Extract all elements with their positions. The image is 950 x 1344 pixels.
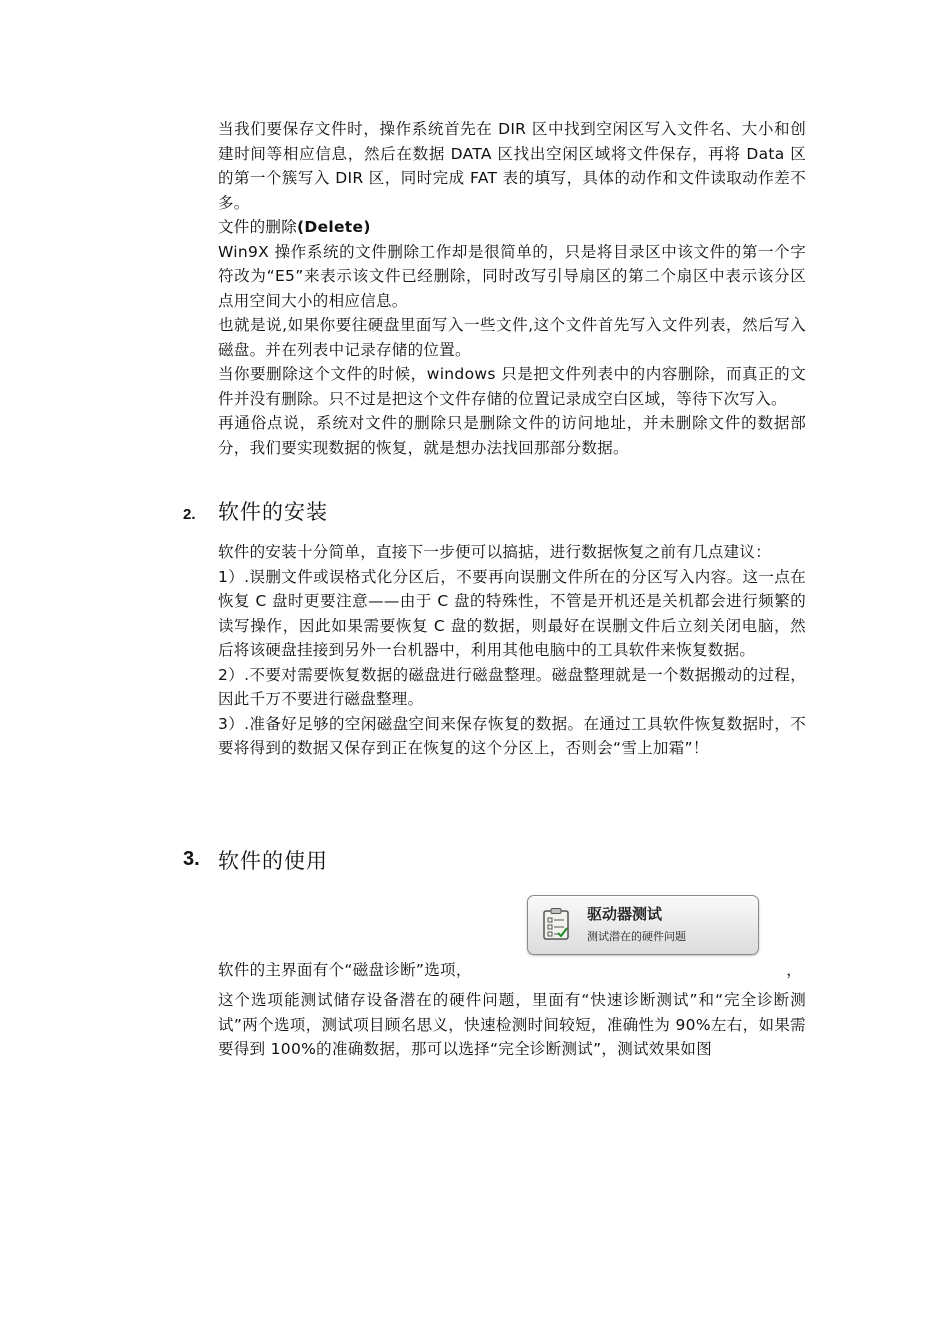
- section2-item-1: 1）.误删文件或误格式化分区后，不要再向误删文件所在的分区写入内容。这一点在恢复 C 盘时更要注意——由于 C 盘的特殊性，不管是开机还是关机都会进行频繁的读写操作，因此如果需要恢复 C 盘的数据，则最好在误删文件后立刻关闭电脑，然后将该硬盘挂接到另外一台机器中，利用其他电脑中的工具软件来恢复数据。: [218, 567, 806, 659]
- section3-inline-trail: ，: [786, 961, 802, 979]
- section2-title: 软件的安装: [218, 500, 328, 524]
- section3-inline-text: 软件的主界面有个“磁盘诊断”选项，: [218, 961, 472, 979]
- paragraph-also: 也就是说,如果你要往硬盘里面写入一些文件,这个文件首先写入文件列表，然后写入磁盘。并在列表中记录存储的位置。: [218, 316, 806, 359]
- section2-body: [218, 540, 806, 761]
- section2-item-2: 2）.不要对需要恢复数据的磁盘进行磁盘整理。磁盘整理就是一个数据搬动的过程，因此千万不要进行磁盘整理。: [218, 665, 806, 708]
- section2-item-3: 3）.准备好足够的空闲磁盘空间来保存恢复的数据。在通过工具软件恢复数据时，不要将得到的数据又保存到正在恢复的这个分区上，否则会“雪上加霜”！: [218, 714, 806, 757]
- delete-body: Win9X 操作系统的文件删除工作却是很简单的，只是将目录区中该文件的第一个字符改为“E5”来表示该文件已经删除，同时改写引导扇区的第二个扇区中表示该分区点用空间大小的相应信息。: [218, 242, 806, 310]
- delete-title: [218, 215, 806, 240]
- delete-title-prefix: 文件的删除: [218, 218, 298, 236]
- section3-body: [218, 988, 806, 1062]
- section3-inline-line: [218, 958, 806, 983]
- checklist-clipboard-icon: [543, 908, 569, 940]
- section3-title: 软件的使用: [218, 849, 328, 873]
- drive-test-subtitle: 测试潜在的硬件问题: [587, 930, 686, 943]
- delete-title-bold: (Delete): [297, 218, 371, 236]
- section2-intro: 软件的安装十分简单，直接下一步便可以搞掂，进行数据恢复之前有几点建议：: [218, 543, 772, 561]
- save-file-text: 当我们要保存文件时，操作系统首先在 DIR 区中找到空闲区写入文件名、大小和创建时间等相应信息，然后在数据 DATA 区找出空闲区域将文件保存，再将 Data 区的第一个簇写入 DIR 区，同时完成 FAT 表的填写，具体的动作和文件读取动作差不多。: [218, 120, 806, 212]
- paragraph-when-delete: 当你要删除这个文件的时候，windows 只是把文件列表中的内容删除，而真正的文件并没有删除。只不过是把这个文件存储的位置记录成空白区域，等待下次写入。: [218, 365, 806, 408]
- section3-number: 3.: [183, 848, 200, 870]
- drive-test-button[interactable]: [527, 895, 759, 955]
- section3-body-text: 这个选项能测试储存设备潜在的硬件问题，里面有“快速诊断测试”和“完全诊断测试”两个选项，测试项目顾名思义，快速检测时间较短，准确性为 90%左右，如果需要得到 100%的准确数据，那可以选择“完全诊断测试”，测试效果如图: [218, 991, 806, 1058]
- drive-test-title: 驱动器测试: [587, 905, 663, 923]
- paragraph-again: 再通俗点说，系统对文件的删除只是删除文件的访问地址，并未删除文件的数据部分，我们要实现数据的恢复，就是想办法找回那部分数据。: [218, 414, 806, 457]
- paragraph-save-file: [218, 117, 806, 460]
- section2-number: 2.: [183, 506, 196, 523]
